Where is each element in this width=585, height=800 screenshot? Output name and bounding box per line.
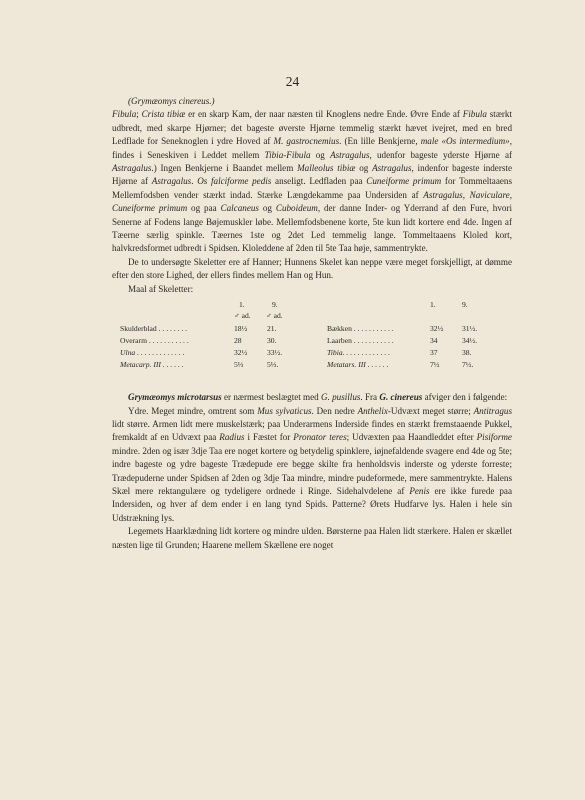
- paragraph-fibula: Fibula; Crista tibiæ er en skarp Kam, der naar næsten til Knoglens nedre Ende. Øvre Ende af Fibula stærkt udbredt, med skarpe Hjørner; det bageste øverste Hjørne temmelig stærkt hævet ivejret, med en bred Ledflade for Seneknoglen i ydre Hoved af M. gastrocnemius. (En lille Benkjerne, male «Os intermedium», findes i Seneskiven i Leddet mellem Tibia-Fibula og Astragalus, udenfor bageste yderste Hjørne af Astragalus.) Ingen Benkjerne i Baandet mellem Malleolus tibiæ og Astragalus, indenfor bageste inderste Hjørne af Astragalus. Os falciforme pedis anseligt. Ledfladen paa Cuneiforme primum for Tommeltaaens Mellemfodsben vender stærkt indad. Stærke Længdekamme paa Undersiden af Astragalus, Naviculare, Cuneiforme primum og paa Calcaneus og Cuboideum, der danne Inder- og Yderrand af den Fure, hvori Senerne af Fodens lange Bøjemuskler løbe. Mellemfodsbenene korte, 5te kun lidt kortere end 4de. Ingen af Tæerne særlig spinkle. Tæernes 1ste og 2det Led temmelig lange. Tommeltaaens Kloled kort, halvkredsformet udbredt i Spidsen. Kloleddene af 2den til 5te Taa høje, sammentrykte.: [112, 109, 513, 254]
- section-header: (Grymæomys cinereus.): [128, 96, 215, 106]
- table-left-value-2: 33½.: [267, 348, 283, 358]
- table-right-value-1: 7½: [430, 360, 440, 370]
- table-right-value-2: 31½.: [462, 324, 478, 334]
- table-right-value-1: 32½: [430, 324, 444, 334]
- table-left-value-1: 32½: [234, 348, 248, 358]
- table-right-value-2: 34½.: [462, 336, 478, 346]
- table-left-value-1: 5⅓: [234, 360, 244, 370]
- table-left-label: Skulderblad . . . . . . . .: [120, 324, 188, 334]
- table-right-head-2: 9.: [462, 300, 468, 310]
- table-right-head-1: 1.: [430, 300, 436, 310]
- paragraph-hair: Legemets Haarklædning lidt kortere og mindre ulden. Børsterne paa Halen lidt stærkere. Halen er skællet næsten lige til Grunden; Haarene mellem Skællene ere noget: [112, 526, 512, 550]
- table-left-sub-2: ♂ ad.: [266, 311, 283, 321]
- table-left-head-1: 1.: [239, 300, 245, 310]
- measurement-table: [112, 299, 512, 385]
- table-left-value-2: 5⅓.: [267, 360, 279, 370]
- table-right-label: Metatars. III . . . . . .: [327, 360, 389, 370]
- table-right-label: Bækken . . . . . . . . . . .: [327, 324, 394, 334]
- body-text: [112, 95, 512, 552]
- table-left-value-2: 21.: [267, 324, 277, 334]
- table-right-value-1: 34: [430, 336, 438, 346]
- page-number: 24: [285, 74, 300, 89]
- table-left-label: Ulna . . . . . . . . . . . . .: [120, 348, 185, 358]
- table-right-value-2: 38.: [462, 348, 472, 358]
- paragraph-external-differences: Ydre. Meget mindre, omtrent som Mus sylvaticus. Den nedre Anthelix-Udvæxt meget større; Antitragus lidt større. Armen lidt mere muskelstærk; paa Underarmens Inderside findes en stærkt fremstaaende Pukkel, fremkaldt af en Udvæxt paa Radius i Fæstet for Pronator teres; Udvæxten paa Haandleddet efter Pisiforme mindre. 2den og især 3dje Taa ere noget kortere og betydelig spinklere, iøjnefaldende svagere end 4de og 5te; indre bageste og ydre bageste Trædepude ere begge skilte fra henholdsvis inderste og yderste forreste; Trædepuderne under Spidsen af 2den og 3dje Taa mindre, mindre pudeformede, mere sammentrykte. Halens Skæl mere rektangulære og tydeligere ordnede i Ringe. Sidehalvdelene af Penis ere ikke furede paa Indersiden, og hver af dem ender i en lang tynd Spids. Patterne? Ørets Hudfarve lys. Halen i hele sin Udstrækning lys.: [112, 405, 512, 523]
- table-right-value-1: 37: [430, 348, 438, 358]
- paragraph-measurements-intro: Maal af Skeletter:: [128, 283, 194, 294]
- table-right-value-2: 7½.: [462, 360, 474, 370]
- table-left-label: Metacarp. III . . . . . .: [120, 360, 184, 370]
- table-left-head-2: 9.: [272, 300, 278, 310]
- paragraph-comparison: Grymæomys microtarsus er nærmest beslægtet med G. pusillus. Fra G. cinereus afviger den i følgende:: [128, 392, 508, 403]
- table-right-label: Tibia. . . . . . . . . . . . .: [327, 348, 391, 358]
- table-left-value-2: 30.: [267, 336, 277, 346]
- table-left-value-1: 28: [234, 336, 242, 346]
- table-left-value-1: 18½: [234, 324, 248, 334]
- paragraph-skeletons: De to undersøgte Skeletter ere af Hanner; Hunnens Skelet kan neppe være meget forskjelligt, at dømme efter den store Lighed, der ellers findes mellem Han og Hun.: [112, 256, 512, 281]
- table-right-label: Laarben . . . . . . . . . . .: [327, 336, 394, 346]
- table-left-label: Overarm . . . . . . . . . . .: [120, 336, 189, 346]
- table-left-sub-1: ♂ ad.: [234, 311, 251, 321]
